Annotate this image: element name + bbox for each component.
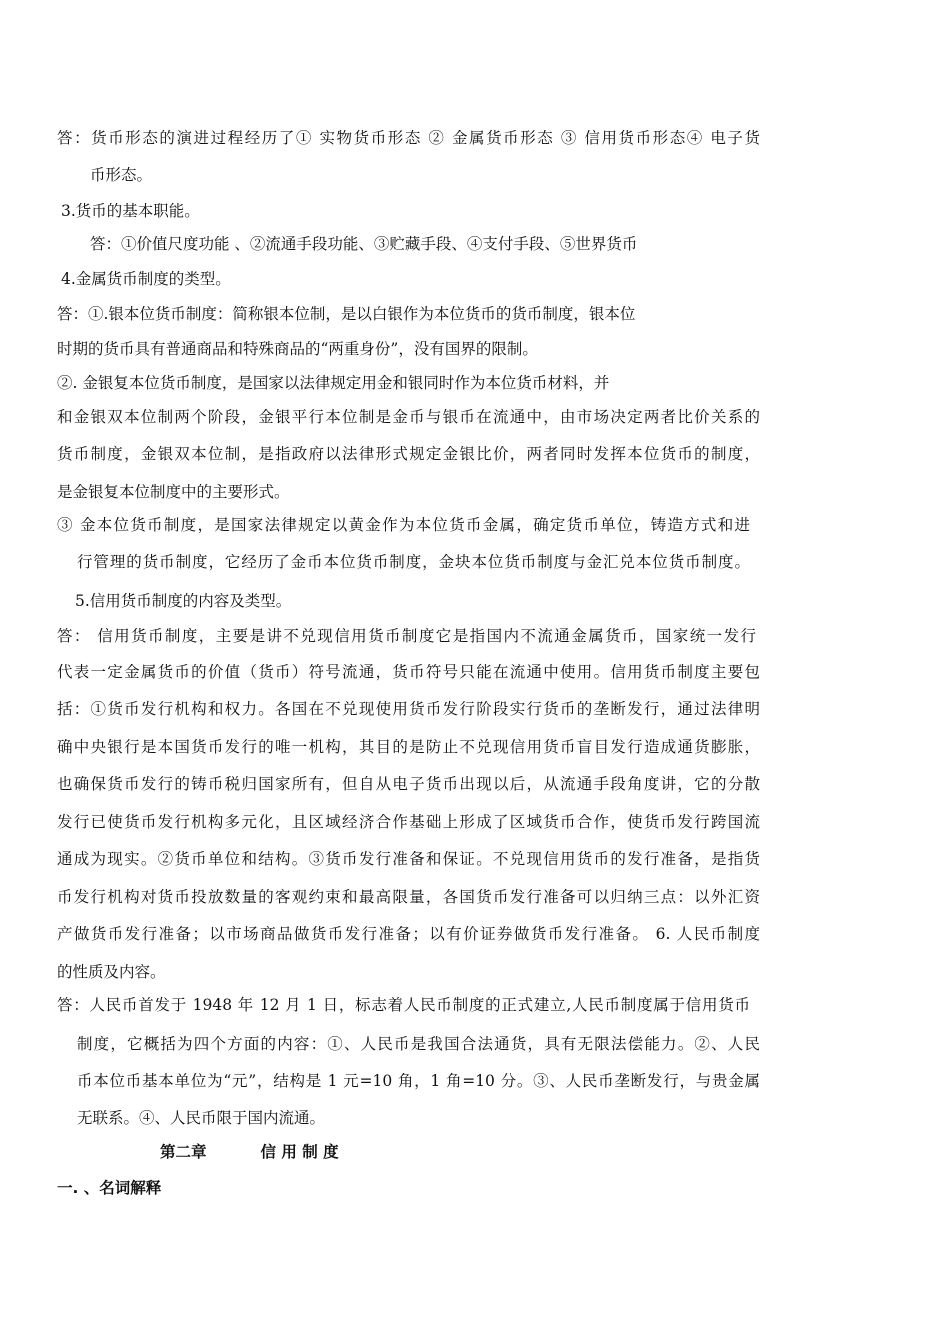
section-heading: 一. 、名词解释 — [57, 1179, 162, 1197]
text-line: 括：①货币发行机构和权力。各国在不兑现使用货币发行阶段实行货币的垄断发行，通过法律明 — [57, 700, 760, 718]
text-line: 发行已使货币发行机构多元化，且区域经济合作基础上形成了区域货币合作，使货币发行跨国流 — [57, 813, 760, 831]
text-line: 确中央银行是本国货币发行的唯一机构，其目的是防止不兑现信用货币盲目发行造成通货膨胀， — [57, 738, 760, 756]
text-line: 时期的货币具有普通商品和特殊商品的“两重身份”，没有国界的限制。 — [57, 340, 538, 358]
text-line: 也确保货币发行的铸币税归国家所有，但自从电子货币出现以后，从流通手段角度讲，它的分散 — [57, 775, 760, 793]
text-line: 5.信用货币制度的内容及类型。 — [75, 592, 292, 610]
text-line: ③ 金本位货币制度，是国家法律规定以黄金作为本位货币金属，确定货币单位，铸造方式和进 — [57, 516, 750, 534]
text-line: 币发行机构对货币投放数量的客观约束和最高限量，各国货币发行准备可以归纳三点：以外汇资 — [57, 888, 760, 906]
text-line: 是金银复本位制度中的主要形式。 — [57, 483, 290, 501]
text-line: 3.货币的基本职能。 — [61, 202, 200, 220]
text-line: 答：①价值尺度功能 、②流通手段功能、③贮藏手段、④支付手段、⑤世界货币 — [90, 235, 638, 253]
text-line: 代表一定金属货币的价值（货币）符号流通，货币符号只能在流通中使用。信用货币制度主要包 — [57, 663, 760, 681]
text-line: 无联系。④、人民币限于国内流通。 — [77, 1109, 326, 1127]
text-line: 的性质及内容。 — [57, 963, 166, 981]
text-line: 答：人民币首发于 1948 年 12 月 1 日，标志着人民币制度的正式建立,人民币制度属于信用货币 — [57, 996, 750, 1014]
text-line: 答：货币形态的演进过程经历了① 实物货币形态 ② 金属货币形态 ③ 信用货币形态④ 电子货 — [57, 129, 760, 147]
text-line: 币本位币基本单位为“元”，结构是 1 元=10 角，1 角=10 分。③、人民币垄断发行，与贵金属 — [77, 1072, 760, 1090]
text-line: 货币制度，金银双本位制，是指政府以法律形式规定金银比价，两者同时发挥本位货币的制度， — [57, 445, 760, 463]
text-line: 答：①.银本位货币制度：简称银本位制，是以白银作为本位货币的货币制度，银本位 — [57, 305, 636, 323]
text-line: 制度，它概括为四个方面的内容：①、人民币是我国合法通货，具有无限法偿能力。②、人民 — [77, 1035, 760, 1053]
text-line: 行管理的货币制度，它经历了金币本位货币制度，金块本位货币制度与金汇兑本位货币制度。 — [77, 553, 750, 571]
text-line: 答： 信用货币制度，主要是讲不兑现信用货币制度它是指国内不流通金属货币，国家统一发行 — [57, 627, 756, 645]
text-line: 4.金属货币制度的类型。 — [61, 270, 231, 288]
text-line: 产做货币发行准备；以市场商品做货币发行准备；以有价证券做货币发行准备。 6. 人民币制度 — [57, 925, 760, 943]
text-line: 和金银双本位制两个阶段，金银平行本位制是金币与银币在流通中，由市场决定两者比价关系的 — [57, 408, 760, 426]
text-line: ②. 金银复本位货币制度，是国家以法律规定用金和银同时作为本位货币材料，并 — [57, 374, 610, 392]
text-line: 币形态。 — [90, 166, 153, 184]
chapter-heading: 第二章 信 用 制 度 — [160, 1143, 339, 1161]
text-line: 通成为现实。②货币单位和结构。③货币发行准备和保证。不兑现信用货币的发行准备，是指货 — [57, 850, 760, 868]
